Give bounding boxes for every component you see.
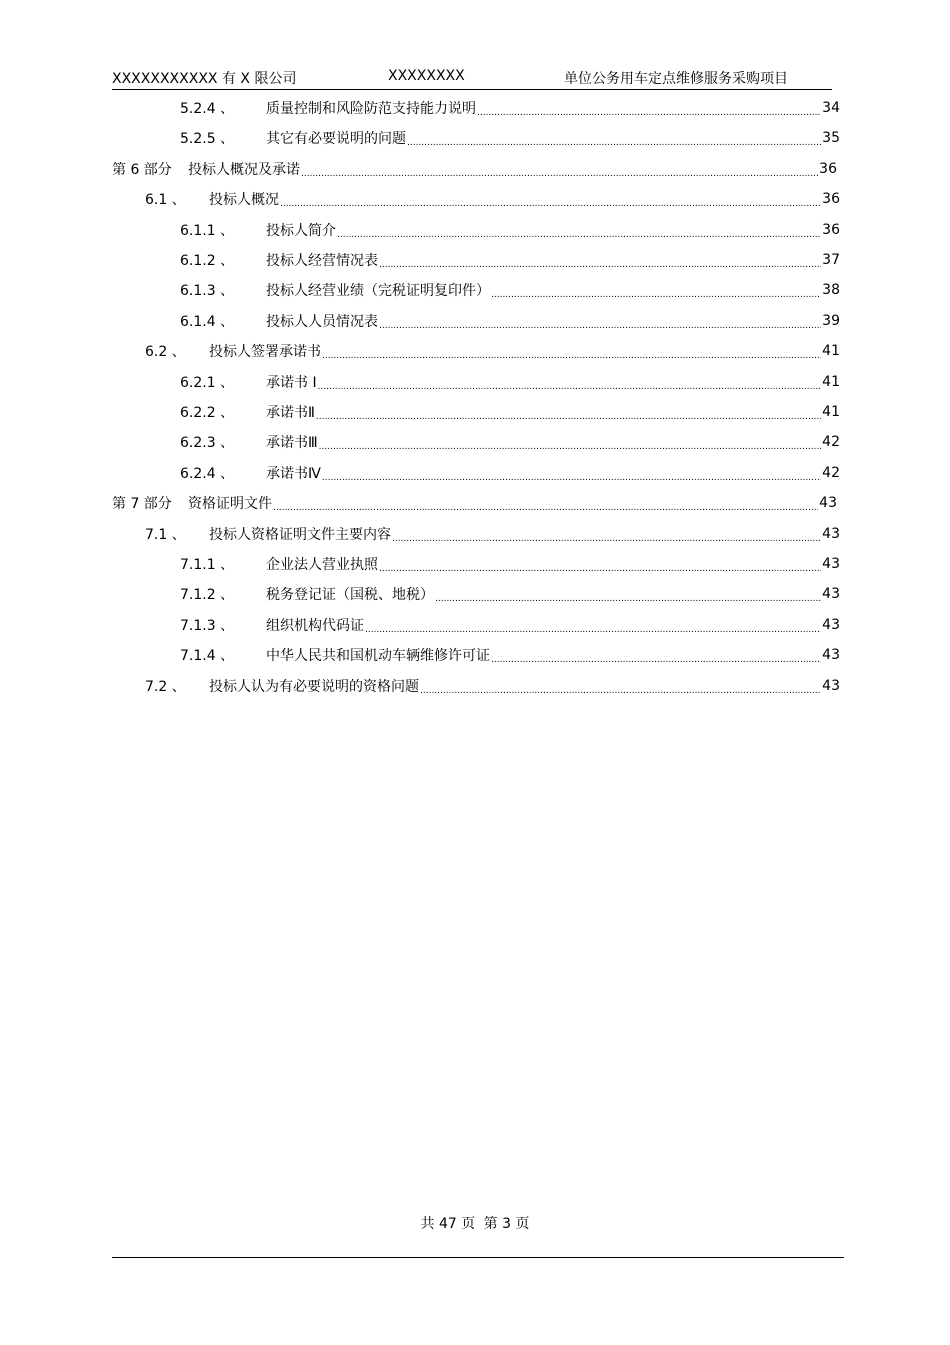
toc-entry[interactable] (180, 610, 840, 640)
footer-current-page: 第 3 页 (483, 1216, 530, 1232)
toc-dot-leader (491, 286, 821, 300)
toc-entry-title: 承诺书 Ⅰ (266, 374, 317, 391)
toc-entry-number: 6.2.2 、 (180, 405, 235, 421)
toc-entry[interactable] (180, 275, 840, 305)
toc-entry[interactable] (145, 336, 840, 366)
toc-entry-page: 36 (819, 160, 837, 177)
toc-entry-number: 7.2 、 (145, 678, 186, 695)
toc-entry-page: 39 (822, 312, 840, 329)
toc-entry-number: 7.1.1 、 (180, 557, 235, 573)
toc-entry-title: 投标人资格证明文件主要内容 (209, 526, 391, 543)
toc-dot-leader (379, 256, 821, 270)
toc-entry-page: 41 (822, 404, 840, 420)
toc-entry-title: 投标人人员情况表 (266, 313, 378, 330)
toc-entry-page: 38 (822, 282, 840, 299)
header-divider (112, 89, 832, 90)
toc-entry-number: 第 7 部分 (112, 496, 172, 513)
toc-entry-title: 投标人认为有必要说明的资格问题 (209, 678, 419, 695)
toc-entry[interactable] (180, 397, 840, 427)
toc-entry-page: 34 (822, 100, 840, 116)
toc-dot-leader (379, 560, 821, 574)
toc-entry-page: 43 (822, 525, 840, 542)
toc-entry-title: 质量控制和风险防范支持能力说明 (266, 101, 476, 117)
toc-entry-number: 6.1.1 、 (180, 222, 235, 239)
toc-entry-number: 第 6 部分 (112, 161, 172, 178)
toc-entry-title: 承诺书Ⅲ (266, 435, 318, 452)
toc-entry-number: 6.2.3 、 (180, 435, 235, 452)
header-company: XXXXXXXXXXX 有 X 限公司 (112, 71, 297, 87)
toc-entry-title: 承诺书Ⅳ (266, 465, 321, 482)
toc-entry-number: 6.1.4 、 (180, 313, 235, 330)
toc-entry[interactable] (180, 367, 840, 397)
toc-entry-page: 42 (822, 434, 840, 451)
toc-entry-title: 中华人民共和国机动车辆维修许可证 (266, 648, 490, 665)
toc-entry-page: 35 (822, 130, 840, 147)
toc-dot-leader (477, 104, 821, 118)
toc-entry-number: 6.1 、 (145, 192, 186, 209)
toc-entry-page: 43 (822, 616, 840, 633)
toc-entry-title: 投标人经营业绩（完税证明复印件） (266, 283, 490, 300)
header-project-title: 单位公务用车定点维修服务采购项目 (564, 71, 788, 87)
toc-entry[interactable] (180, 123, 840, 153)
toc-entry[interactable] (112, 154, 837, 184)
toc-entry-page: 43 (822, 586, 840, 603)
toc-dot-leader (435, 590, 821, 604)
toc-dot-leader (301, 165, 818, 179)
toc-entry-title: 投标人概况 (209, 192, 279, 209)
toc-entry[interactable] (180, 427, 840, 457)
toc-entry[interactable] (180, 458, 840, 488)
toc-entry[interactable] (145, 519, 840, 549)
toc-dot-leader (365, 621, 821, 635)
toc-entry-number: 6.1.2 、 (180, 253, 235, 269)
toc-entry-page: 36 (822, 191, 840, 208)
toc-dot-leader (491, 651, 821, 665)
header-code: XXXXXXXX (388, 68, 465, 84)
toc-entry-title: 投标人经营情况表 (266, 253, 378, 269)
toc-dot-leader (322, 347, 821, 361)
toc-entry-page: 41 (822, 373, 840, 390)
toc-entry[interactable] (180, 640, 840, 670)
toc-entry[interactable] (180, 579, 840, 609)
toc-entry-number: 6.2.4 、 (180, 465, 235, 482)
toc-entry[interactable] (180, 245, 840, 275)
toc-dot-leader (379, 317, 821, 331)
toc-entry-title: 承诺书Ⅱ (266, 405, 315, 421)
toc-entry-number: 6.2 、 (145, 344, 186, 361)
toc-entry-page: 43 (819, 495, 837, 512)
toc-entry-title: 企业法人营业执照 (266, 557, 378, 573)
toc-entry-title: 投标人签署承诺书 (209, 344, 321, 361)
toc-dot-leader (322, 469, 821, 483)
toc-entry[interactable] (180, 93, 840, 123)
toc-entry-page: 42 (822, 464, 840, 481)
toc-dot-leader (273, 499, 818, 513)
toc-entry-page: 37 (822, 252, 840, 268)
toc-entry-number: 6.2.1 、 (180, 374, 235, 391)
toc-entry-number: 5.2.4 、 (180, 101, 235, 117)
toc-dot-leader (319, 438, 822, 452)
toc-dot-leader (280, 195, 821, 209)
toc-entry-page: 36 (822, 221, 840, 238)
toc-entry-page: 41 (822, 343, 840, 360)
toc-entry[interactable] (145, 671, 840, 701)
footer-divider (112, 1257, 844, 1258)
toc-dot-leader (420, 682, 821, 696)
toc-entry-title: 投标人简介 (266, 222, 336, 239)
toc-entry-number: 7.1.2 、 (180, 587, 235, 604)
toc-entry-page: 43 (822, 677, 840, 694)
toc-entry-title: 税务登记证（国税、地税） (266, 587, 434, 604)
footer-total-pages: 共 47 页 (420, 1216, 476, 1232)
toc-entry-number: 5.2.5 、 (180, 131, 235, 148)
toc-entry-title: 组织机构代码证 (266, 617, 364, 634)
toc-entry-page: 43 (822, 556, 840, 572)
toc-dot-leader (318, 378, 822, 392)
toc-entry[interactable] (180, 549, 840, 579)
toc-entry[interactable] (112, 488, 837, 518)
toc-entry-number: 7.1.4 、 (180, 648, 235, 665)
toc-entry[interactable] (145, 184, 840, 214)
toc-entry[interactable] (180, 306, 840, 336)
toc-entry-number: 7.1 、 (145, 526, 186, 543)
page-footer (0, 1213, 950, 1233)
toc-entry-title: 投标人概况及承诺 (188, 161, 300, 178)
toc-dot-leader (392, 530, 821, 544)
toc-entry-title: 其它有必要说明的问题 (266, 131, 406, 148)
toc-entry-number: 6.1.3 、 (180, 283, 235, 300)
page-header (112, 68, 832, 88)
toc-dot-leader (337, 226, 821, 240)
toc-entry[interactable] (180, 215, 840, 245)
toc-entry-title: 资格证明文件 (188, 496, 272, 513)
toc-entry-page: 43 (822, 647, 840, 664)
toc-dot-leader (316, 408, 821, 422)
toc-entry-number: 7.1.3 、 (180, 617, 235, 634)
toc-dot-leader (407, 134, 821, 148)
